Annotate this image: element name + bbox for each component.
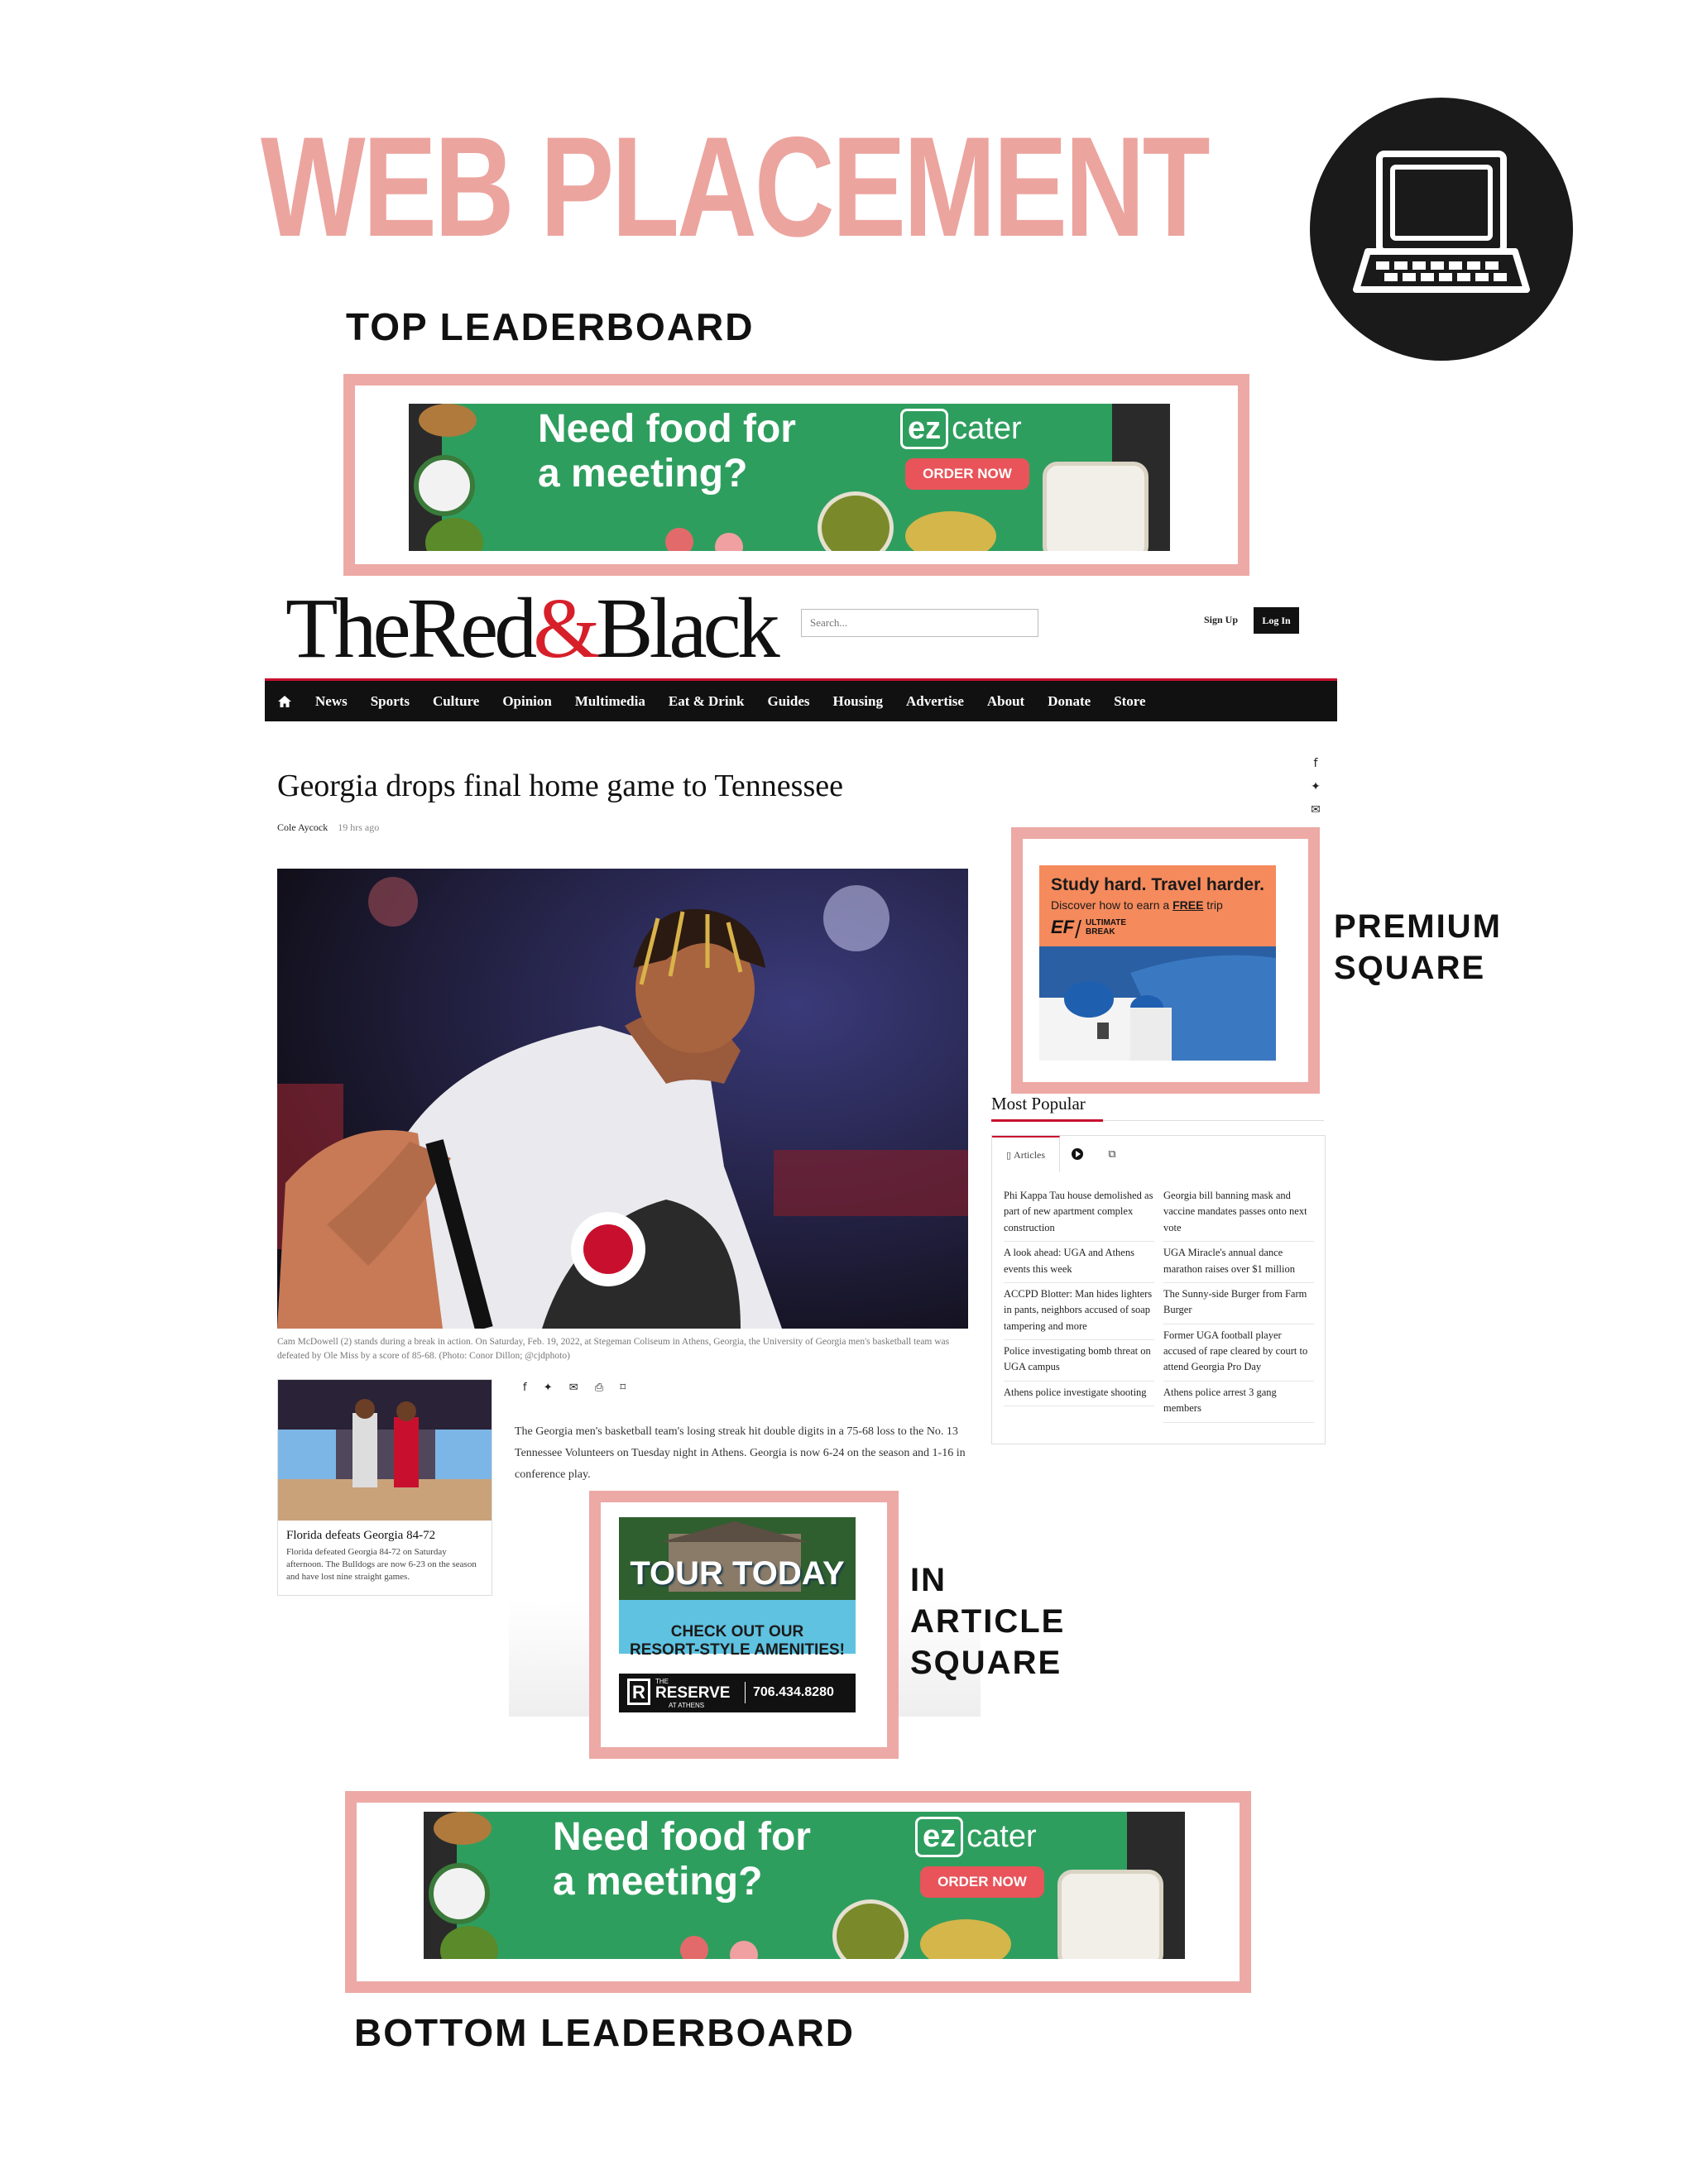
tab-gallery[interactable]	[1095, 1136, 1129, 1172]
ez-headline-1: Need food for	[553, 1815, 811, 1859]
bookmark-icon[interactable]: ⌑	[620, 1382, 626, 1394]
site-logo[interactable]: TheRed&Black	[285, 581, 776, 676]
list-item[interactable]: A look ahead: UGA and Athens events this week	[1004, 1242, 1154, 1283]
main-nav	[265, 678, 1337, 721]
reserve-sub-1: CHECK OUT OUR	[670, 1623, 804, 1640]
ezcater-logo: ez cater	[900, 409, 1022, 449]
article-byline	[277, 821, 379, 834]
document-icon: ▯	[1005, 1149, 1012, 1161]
nav-multimedia[interactable]: Multimedia	[574, 692, 645, 709]
list-item[interactable]: Police investigating bomb threat on UGA campus	[1004, 1340, 1154, 1382]
bottom-leaderboard-ad[interactable]	[424, 1812, 1185, 1959]
share-column	[1307, 757, 1324, 826]
bottom-leaderboard-label: BOTTOM LEADERBOARD	[354, 2011, 856, 2054]
facebook-icon[interactable]: f	[523, 1382, 527, 1394]
top-leaderboard-ad[interactable]	[409, 404, 1170, 551]
home-icon[interactable]	[277, 695, 292, 708]
article-share-row	[523, 1382, 639, 1394]
reserve-phone[interactable]: 706.434.8280	[753, 1685, 834, 1699]
most-popular-tabs	[992, 1136, 1129, 1172]
list-item[interactable]: Georgia bill banning mask and vaccine mandates passes onto next vote	[1163, 1185, 1314, 1242]
ef-logo: EF	[1051, 917, 1075, 937]
premium-square-ad[interactable]	[1039, 865, 1276, 1061]
list-item[interactable]: UGA Miracle's annual dance marathon raises over $1 million	[1163, 1242, 1314, 1283]
hero-photo	[277, 869, 968, 1329]
list-item[interactable]: Former UGA football player accused of rape cleared by court to attend Georgia Pro Day	[1163, 1324, 1314, 1382]
nav-guides[interactable]: Guides	[767, 692, 810, 709]
nav-store[interactable]: Store	[1114, 692, 1146, 709]
tab-video[interactable]	[1060, 1136, 1095, 1172]
in-article-square-ad[interactable]	[619, 1517, 856, 1712]
ez-headline-2: a meeting?	[553, 1860, 763, 1904]
nav-donate[interactable]: Donate	[1048, 692, 1091, 709]
search-input[interactable]	[801, 609, 1038, 637]
author-link[interactable]: Cole Aycock	[277, 821, 328, 833]
top-leaderboard-label: TOP LEADERBOARD	[346, 305, 755, 348]
related-photo	[278, 1380, 492, 1521]
nav-culture[interactable]: Culture	[432, 692, 480, 709]
most-popular-accent	[991, 1119, 1103, 1122]
ezcater-logo: ez cater	[915, 1817, 1037, 1857]
in-article-label: IN ARTICLE SQUARE	[910, 1562, 1066, 1681]
order-now-button[interactable]: ORDER NOW	[920, 1866, 1044, 1898]
email-icon[interactable]: ✉	[568, 1382, 578, 1394]
ez-headline-1: Need food for	[538, 407, 796, 451]
reserve-brand-bar	[619, 1674, 856, 1712]
reserve-brand: RESERVE	[655, 1684, 731, 1702]
gallery-icon: ⧉	[1108, 1147, 1116, 1161]
most-popular-title: Most Popular	[991, 1094, 1086, 1114]
related-article-card[interactable]	[277, 1379, 492, 1596]
most-popular-col-2	[1163, 1185, 1314, 1423]
twitter-icon[interactable]: ✦	[1311, 780, 1321, 793]
facebook-icon[interactable]: f	[1313, 757, 1318, 770]
nav-opinion[interactable]: Opinion	[502, 692, 552, 709]
reserve-headline: TOUR TODAY	[630, 1555, 845, 1592]
list-item[interactable]: Phi Kappa Tau house demolished as part of new apartment complex construction	[1004, 1185, 1154, 1242]
reserve-brand-at: AT ATHENS	[669, 1702, 705, 1709]
order-now-button[interactable]: ORDER NOW	[905, 458, 1029, 490]
reserve-logo-icon: R	[627, 1679, 650, 1705]
related-description: Florida defeated Georgia 84-72 on Saturday afternoon. The Bulldogs are now 6-23 on the season and have lost nine straight games.	[286, 1547, 477, 1582]
photo-caption: Cam McDowell (2) stands during a break in action. On Saturday, Feb. 19, 2022, at Stegeman Coliseum in Athens, Georgia, the University of Georgia men's basketball team was defeated by Ole Miss by a score of 85-68. (Photo: Conor Dillon; @cjdphoto)	[277, 1337, 950, 1362]
reserve-sub-2: RESORT-STYLE AMENITIES!	[629, 1641, 846, 1659]
nav-eat-drink[interactable]: Eat & Drink	[668, 692, 745, 709]
tab-articles[interactable]: ▯ Articles	[992, 1136, 1060, 1172]
sign-up-link[interactable]: Sign Up	[1204, 614, 1239, 625]
email-icon[interactable]: ✉	[1311, 803, 1321, 817]
list-item[interactable]: Athens police arrest 3 gang members	[1163, 1382, 1314, 1423]
list-item[interactable]: The Sunny-side Burger from Farm Burger	[1163, 1283, 1314, 1324]
ef-headline: Study hard. Travel harder.	[1051, 875, 1264, 894]
log-in-button[interactable]: Log In	[1254, 607, 1299, 634]
reserve-brand-the: THE	[655, 1678, 669, 1685]
article-time: 19 hrs ago	[338, 821, 380, 833]
ez-headline-2: a meeting?	[538, 452, 748, 496]
laptop-icon	[1310, 98, 1573, 361]
nav-advertise[interactable]: Advertise	[906, 692, 964, 709]
ef-subline: Discover how to earn a FREE trip	[1051, 898, 1223, 912]
list-item[interactable]: ACCPD Blotter: Man hides lighters in pants, neighbors accused of soap tampering and more	[1004, 1283, 1154, 1340]
article-headline: Georgia drops final home game to Tennessee	[277, 769, 843, 803]
list-item[interactable]: Athens police investigate shooting	[1004, 1382, 1154, 1406]
play-icon	[1072, 1148, 1083, 1160]
article-body: The Georgia men's basketball team's losing streak hit double digits in a 75-68 loss to the No. 13 Tennessee Volunteers on Tuesday night in Athens. Georgia is now 6-24 on the season and 1-16 in conference play.	[515, 1425, 966, 1481]
ef-logo-sub: ULTIMATE BREAK	[1086, 918, 1127, 936]
premium-square-label: PREMIUM SQUARE	[1334, 908, 1502, 986]
page-title: WEB PLACEMENT	[261, 108, 1208, 266]
nav-about[interactable]: About	[986, 692, 1025, 709]
print-icon[interactable]: ⎙	[594, 1382, 604, 1394]
related-title[interactable]: Florida defeats Georgia 84-72	[286, 1529, 436, 1542]
twitter-icon[interactable]: ✦	[543, 1382, 553, 1394]
nav-housing[interactable]: Housing	[832, 692, 883, 709]
nav-sports[interactable]: Sports	[370, 692, 410, 709]
nav-news[interactable]: News	[315, 692, 348, 709]
most-popular-col-1	[1004, 1185, 1154, 1406]
